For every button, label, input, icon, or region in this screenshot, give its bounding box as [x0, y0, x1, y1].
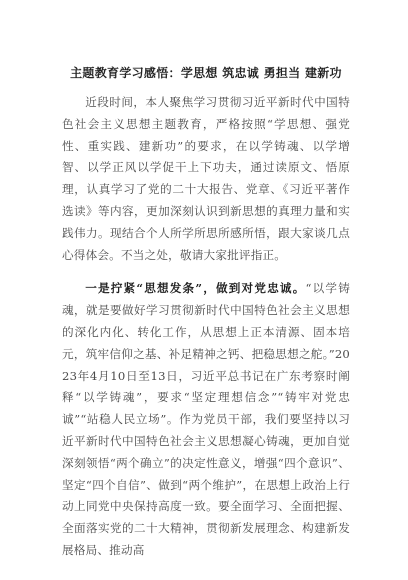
- paragraph-point-one-heading: 一是拧紧“思想发条”，做到对党忠诚。: [85, 281, 306, 296]
- paragraph-point-one-text: “以学铸魂，就是要做好学习贯彻新时代中国特色社会主义思想的深化内化、转化工作，从思想上正本清源、固本培元，筑牢信仰之基、补足精神之钙、把稳思想之舵。”2023年4月10日至13日，习近平总书记在广东考察时阐释“以学铸魂”，要求“坚定理想信念”“铸牢对党忠诚”“站稳人民立场”。作为党员干部，我们要坚持以习近平新时代中国特色社会主义思想凝心铸魂，更加自觉深刻领悟“两个确立”的决定性意义，增强“四个意识”、坚定“四个自信”、做到“两个维护”，在思想上政治上行动上同党中央保持高度一致。要全面学习、全面把握、全面落实党的二十大精神，贯彻新发展理念、构建新发展格局、推动高: [62, 281, 350, 557]
- paragraph-intro-text: 近段时间，本人聚焦学习贯彻习近平新时代中国特色社会主义思想主题教育，严格按照“学思想、强党性、重实践、建新功”的要求，在以学铸魂、以学增智、以学正风以学促干上下功夫，通过读原文、悟原理，认真学习了党的二十大报告、党章、《习近平著作选读》等内容，更加深刻认识到新思想的真理力量和实践伟力。现结合个人所学所思所感所悟，跟大家谈几点心得体会。不当之处，敬请大家批评指正。: [62, 95, 350, 262]
- paragraph-point-one: [62, 278, 350, 561]
- paragraph-intro: [62, 92, 350, 266]
- document-title: 主题教育学习感悟：学思想 筑忠诚 勇担当 建新功: [70, 66, 342, 80]
